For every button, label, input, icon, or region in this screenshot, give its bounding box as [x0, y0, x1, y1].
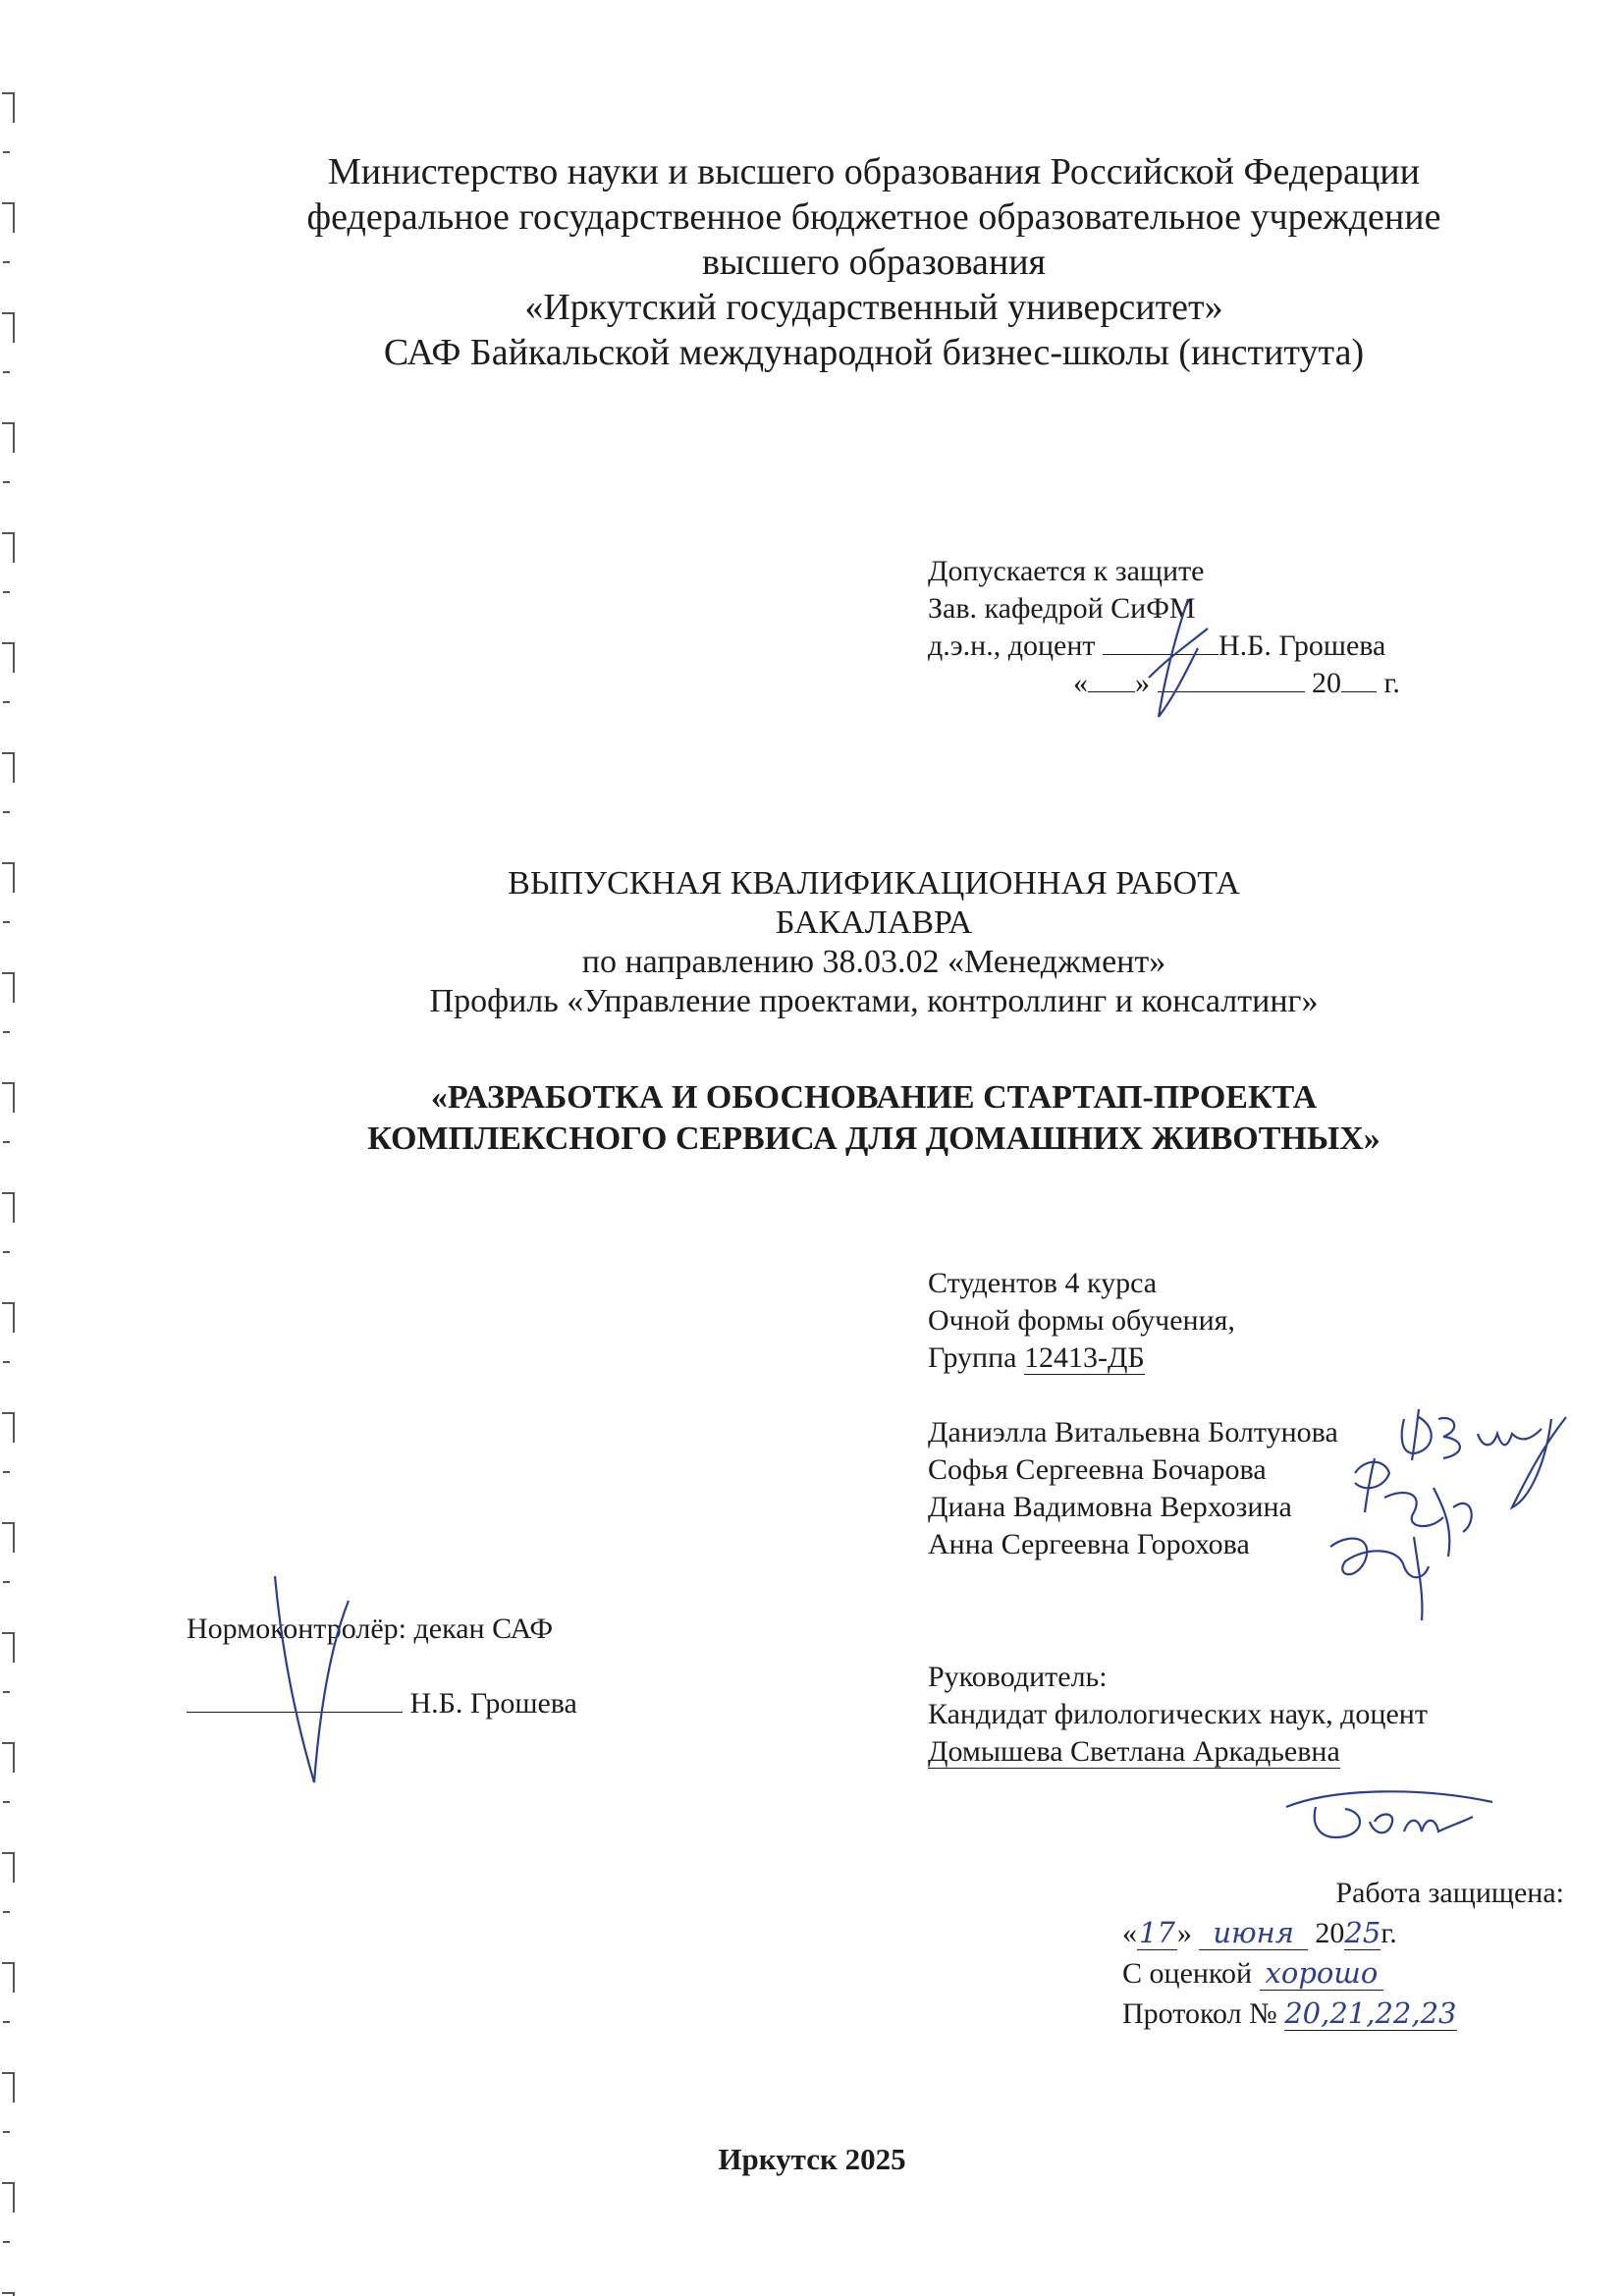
binder-mark [2, 533, 14, 563]
supervisor-signature [1276, 1777, 1502, 1856]
student-name-1: Даниэлла Витальевна Болтунова [928, 1416, 1338, 1449]
binder-mark [2, 1743, 14, 1773]
binder-mark [2, 973, 14, 1003]
defense-year-hand: 25 [1344, 1916, 1381, 1949]
binder-marks [0, 0, 24, 2296]
defense-label: Работа защищена: [1335, 1877, 1564, 1909]
students-info [928, 1265, 1235, 1377]
city-year: Иркутск 2025 [718, 2142, 906, 2176]
thesis-title-line-1: «РАЗРАБОТКА И ОБОСНОВАНИЕ СТАРТАП-ПРОЕКТА [430, 1079, 1318, 1116]
binder-mark [2, 1633, 14, 1663]
education-level-line: высшего образования [701, 242, 1047, 283]
student-name-4: Анна Сергеевна Горохова [928, 1528, 1250, 1560]
work-profile: Профиль «Управление проектами, контроллинг и консалтинг» [429, 983, 1319, 1019]
thesis-title-line-2: КОМПЛЕКСНОГО СЕРВИСА ДЛЯ ДОМАШНИХ ЖИВОТНЫХ» [367, 1121, 1380, 1157]
defense-grade [1122, 1953, 1564, 1994]
defense-year-prefix: 20 [1315, 1917, 1345, 1949]
year-suffix: г. [1383, 667, 1400, 699]
binder-mark [2, 863, 14, 893]
approval-head: Зав. кафедрой СиФМ [928, 592, 1196, 625]
binder-mark [2, 1963, 14, 1993]
binder-mark [2, 1853, 14, 1883]
defense-date-open: « [1122, 1917, 1137, 1949]
approval-title: Допускается к защите [928, 555, 1205, 587]
binder-mark [2, 1083, 14, 1113]
binder-mark [2, 1413, 14, 1443]
binder-mark [2, 753, 14, 783]
student-name-3: Диана Вадимовна Верхозина [928, 1491, 1292, 1523]
binder-mark [2, 423, 14, 453]
student-name-2: Софья Сергеевна Бочарова [928, 1453, 1267, 1486]
date-close-quote: » [1135, 667, 1150, 699]
supervisor-label: Руководитель: [928, 1661, 1108, 1693]
student-course: Студентов 4 курса [928, 1267, 1158, 1299]
defense-protocol [1122, 1994, 1564, 2034]
protocol-value: 20,21,22,23 [1284, 1996, 1457, 2030]
grade-label: С оценкой [1122, 1957, 1253, 1990]
defense-day: 17 [1139, 1916, 1175, 1949]
year-blank [1341, 666, 1377, 692]
normocontrol-name: Н.Б. Грошева [409, 1687, 577, 1720]
binder-mark [2, 643, 14, 673]
binder-mark [2, 93, 14, 123]
thesis-title [196, 1077, 1551, 1160]
student-names [928, 1414, 1338, 1563]
student-signatures [1306, 1399, 1600, 1635]
institution-header [196, 149, 1551, 375]
approval-name: Н.Б. Грошева [1218, 629, 1386, 662]
binder-mark [2, 313, 14, 343]
work-direction: по направлению 38.03.02 «Менеджмент» [581, 944, 1166, 980]
year-prefix: 20 [1312, 667, 1341, 699]
school-name: САФ Байкальской международной бизнес-школы (института) [383, 332, 1365, 373]
student-group [928, 1339, 1235, 1377]
student-study-form: Очной формы обучения, [928, 1304, 1235, 1337]
binder-mark [2, 2073, 14, 2103]
group-value: 12413-ДБ [1023, 1341, 1145, 1374]
supervisor-block [928, 1659, 1428, 1771]
approval-signature [1129, 589, 1218, 727]
defense-date-close: » [1176, 1917, 1192, 1949]
work-type: ВЫПУСКНАЯ КВАЛИФИКАЦИОННАЯ РАБОТА [508, 865, 1240, 902]
normocontrol-block [187, 1611, 577, 1722]
supervisor-name: Домышева Светлана Аркадьевна [928, 1735, 1340, 1768]
date-open-quote: « [1073, 667, 1088, 699]
defense-year-suffix: г. [1380, 1917, 1397, 1949]
institution-type-line: федеральное государственное бюджетное образовательное учреждение [306, 196, 1441, 238]
normocontrol-sign-row [187, 1685, 577, 1722]
defense-month: июня [1199, 1916, 1308, 1950]
group-label: Группа [928, 1341, 1017, 1374]
normocontrol-label: Нормоконтролёр: декан САФ [187, 1613, 554, 1645]
day-blank [1088, 666, 1135, 692]
normocontrol-signature [255, 1571, 363, 1797]
university-name: «Иркутский государственный университет» [524, 287, 1223, 328]
ministry-line: Министерство науки и высшего образования Российской Федерации [328, 151, 1420, 192]
binder-mark [2, 203, 14, 233]
binder-mark [2, 1523, 14, 1553]
binder-mark [2, 1303, 14, 1333]
binder-mark [2, 1193, 14, 1223]
work-type-block [196, 864, 1551, 1021]
work-degree: БАКАЛАВРА [775, 904, 973, 941]
defense-date [1122, 1913, 1564, 1953]
approval-degree: д.э.н., доцент [928, 629, 1096, 662]
grade-value: хорошо [1260, 1956, 1384, 1991]
protocol-label: Протокол № [1122, 1997, 1277, 2030]
supervisor-degree: Кандидат филологических наук, доцент [928, 1698, 1428, 1730]
defense-block [1122, 1874, 1564, 2034]
binder-mark [2, 2183, 14, 2213]
